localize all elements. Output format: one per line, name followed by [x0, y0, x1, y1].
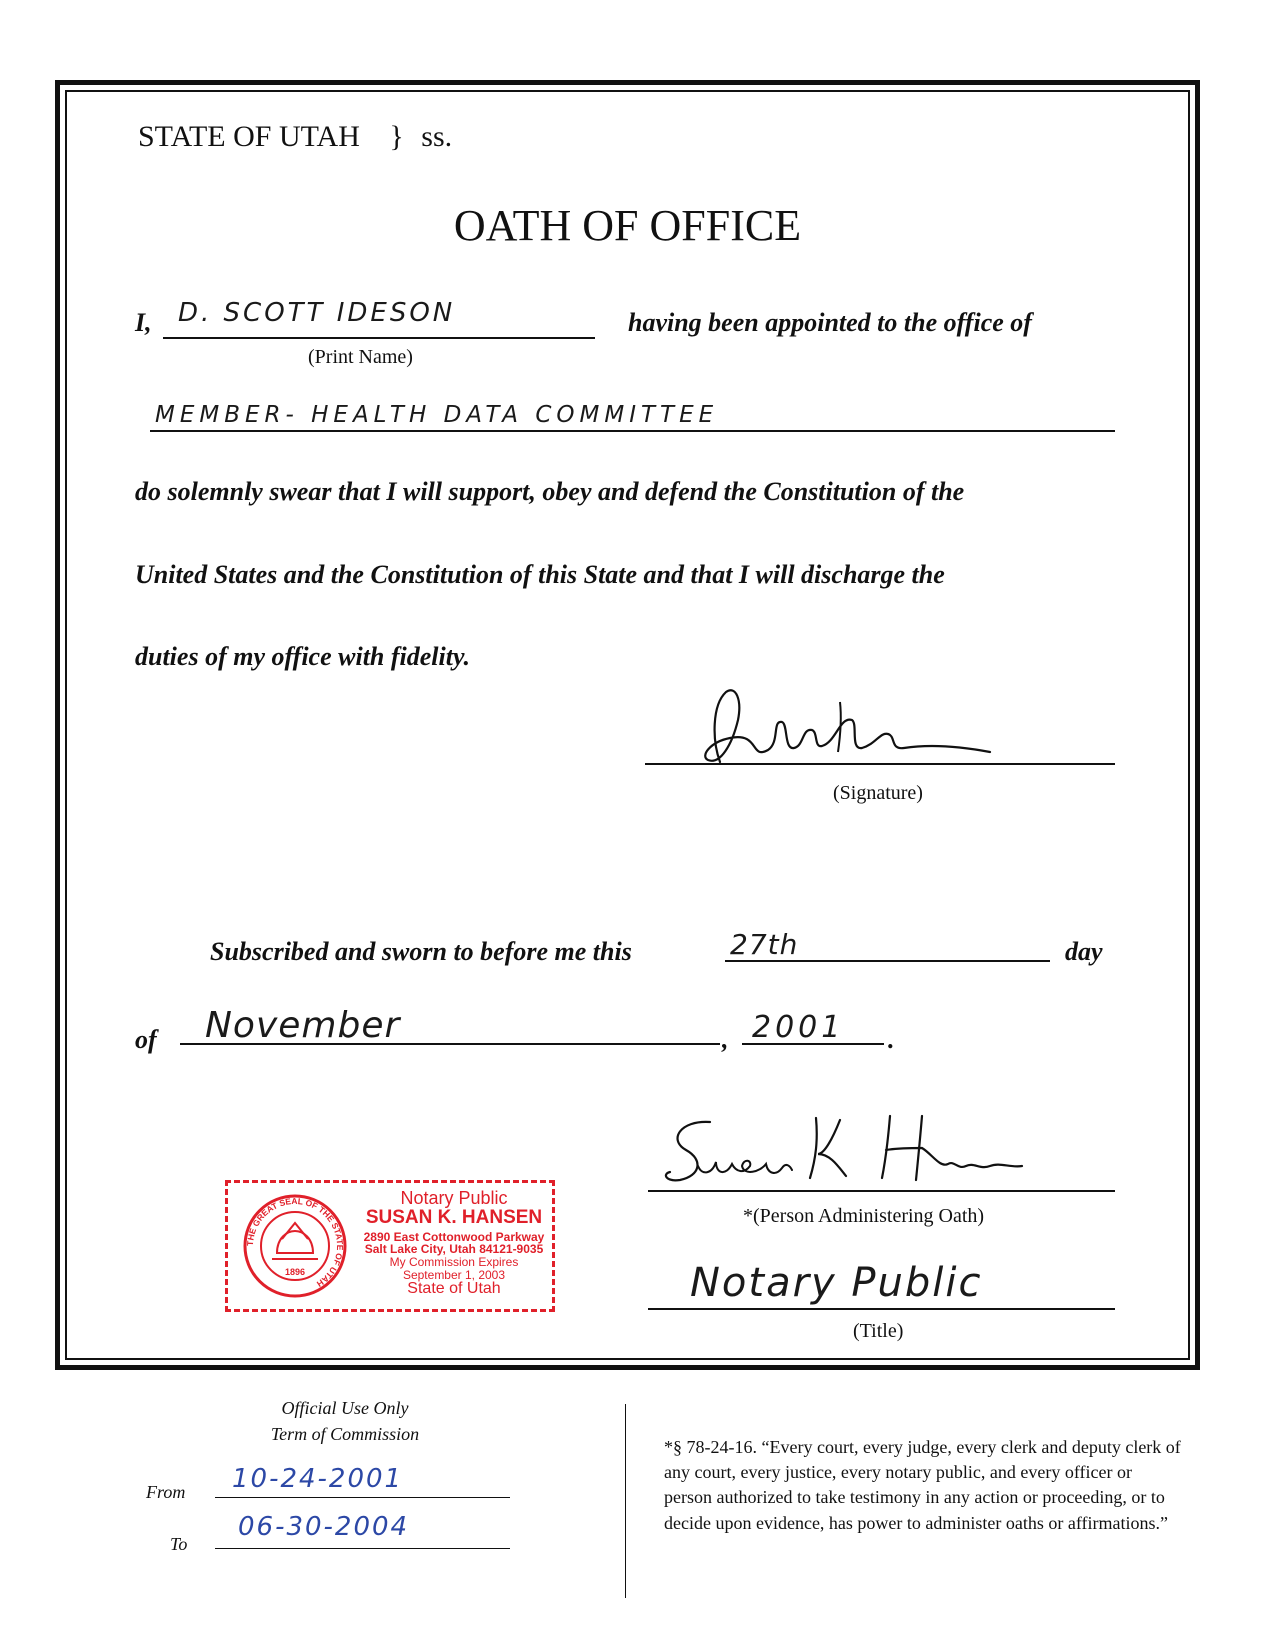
appointed-text: having been appointed to the office of [628, 308, 1032, 337]
sworn-text: Subscribed and sworn to before me this [210, 937, 632, 966]
administrator-signature [640, 1110, 1040, 1190]
stamp-text-block [356, 1189, 552, 1298]
official-use-heading: Official Use Only [281, 1398, 409, 1418]
year-period: . [888, 1025, 895, 1054]
printed-name: D. SCOTT IDESON [178, 298, 456, 328]
stamp-line-5: My Commission Expires [389, 1255, 519, 1270]
office-rule [150, 430, 1115, 432]
section-divider [625, 1404, 626, 1598]
brace: } [389, 120, 404, 153]
month-comma: , [722, 1025, 729, 1054]
title-caption: (Title) [853, 1320, 904, 1342]
term-heading: Term of Commission [270, 1424, 420, 1444]
from-label: From [146, 1482, 186, 1502]
state-label: STATE OF UTAH [138, 120, 360, 153]
administrator-caption: *(Person Administering Oath) [743, 1205, 985, 1227]
to-label: To [170, 1534, 188, 1554]
oath-line-1: do solemnly swear that I will support, obey and defend the Constitution of the [135, 477, 965, 506]
name-prefix: I, [135, 308, 152, 337]
of-word: of [135, 1025, 157, 1054]
sworn-month: November [205, 1005, 401, 1046]
statute-footnote: *§ 78-24-16. “Every court, every judge, every clerk and deputy clerk of any court, every justice, every notary public, and every officer or person authorized to take testimony in any action or proceeding, or to decide upon evidence, has power to administer oaths or affirmations.” [664, 1437, 1181, 1533]
to-date: 06-30-2004 [238, 1512, 410, 1542]
stamp-line-1: Notary Public [400, 1188, 508, 1208]
name-rule [163, 337, 595, 339]
notary-title: Notary Public [690, 1260, 983, 1306]
stamp-line-4: Salt Lake City, Utah 84121-9035 [364, 1242, 544, 1257]
document-title: OATH OF OFFICE [453, 201, 802, 250]
seal-ring-text: THE GREAT SEAL OF THE STATE OF UTAH [244, 1195, 346, 1290]
notary-stamp [225, 1180, 555, 1312]
signature-rule [645, 763, 1115, 765]
month-rule [180, 1043, 720, 1045]
administrator-rule [648, 1190, 1115, 1192]
stamp-line-2: SUSAN K. HANSEN [365, 1206, 543, 1228]
print-name-caption: (Print Name) [308, 346, 413, 368]
sworn-day: 27th [730, 928, 799, 961]
day-rule [725, 960, 1050, 962]
sworn-year: 2001 [752, 1010, 845, 1045]
day-word: day [1065, 937, 1103, 966]
stamp-line-7: State of Utah [407, 1280, 501, 1298]
title-rule [648, 1308, 1115, 1310]
year-rule [742, 1043, 884, 1045]
oath-line-3: duties of my office with fidelity. [135, 642, 471, 671]
from-rule [215, 1497, 510, 1498]
office-name: MEMBER- HEALTH DATA COMMITTEE [155, 402, 719, 428]
state-heading [138, 120, 452, 154]
signature-caption: (Signature) [833, 782, 923, 804]
oath-taker-signature [690, 680, 1040, 775]
stamp-line-3: 2890 East Cottonwood Parkway [363, 1229, 545, 1244]
ss-label: ss. [421, 120, 453, 153]
to-rule [215, 1548, 510, 1549]
stamp-line-6: September 1, 2003 [402, 1267, 506, 1282]
oath-line-2: United States and the Constitution of this State and that I will discharge the [135, 560, 945, 589]
state-seal [242, 1193, 348, 1299]
seal-year: 1896 [284, 1267, 306, 1277]
from-date: 10-24-2001 [232, 1464, 404, 1494]
